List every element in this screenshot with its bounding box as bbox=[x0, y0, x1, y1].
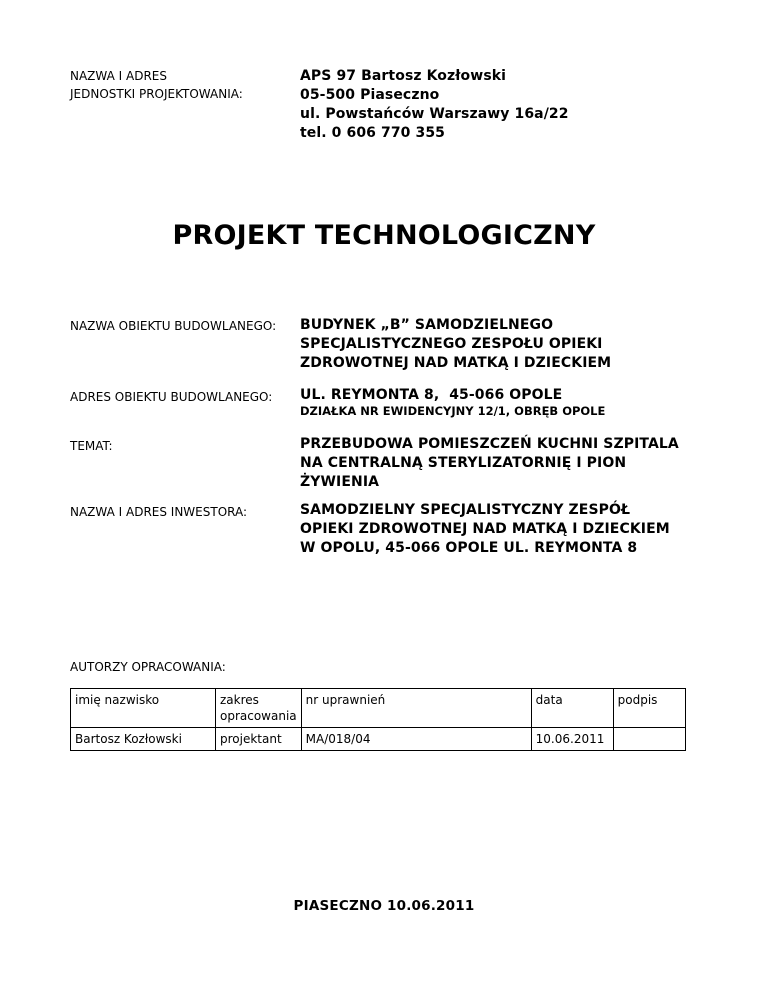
cell-date: 10.06.2011 bbox=[531, 728, 613, 751]
subject bbox=[300, 435, 679, 492]
document-title: PROJEKT TECHNOLOGICZNY bbox=[172, 220, 596, 251]
subject-line: NA CENTRALNĄ STERYLIZATORNIĘ I PION bbox=[300, 455, 627, 471]
parcel-info: DZIAŁKA NR EWIDENCYJNY 12/1, OBRĘB OPOLE bbox=[300, 404, 606, 418]
subject-line: PRZEBUDOWA POMIESZCZEŃ KUCHNI SZPITALA bbox=[300, 436, 679, 452]
building-address-label: ADRES OBIEKTU BUDOWLANEGO: bbox=[70, 390, 273, 404]
building-address: UL. REYMONTA 8, 45-066 OPOLE bbox=[300, 387, 563, 403]
header-scope-line1: zakres bbox=[220, 693, 259, 707]
header-name: imię nazwisko bbox=[71, 689, 216, 728]
cell-name: Bartosz Kozłowski bbox=[71, 728, 216, 751]
subject-line: ŻYWIENIA bbox=[300, 474, 380, 490]
design-unit-line: tel. 0 606 770 355 bbox=[300, 125, 446, 141]
building-name-line: SPECJALISTYCZNEGO ZESPOŁU OPIEKI bbox=[300, 336, 603, 352]
design-unit-label-line2: JEDNOSTKI PROJEKTOWANIA: bbox=[70, 87, 243, 101]
design-unit-details bbox=[300, 67, 569, 143]
place-and-date: PIASECZNO 10.06.2011 bbox=[293, 898, 475, 914]
subject-label: TEMAT: bbox=[70, 439, 113, 453]
building-name-line: BUDYNEK „B” SAMODZIELNEGO bbox=[300, 317, 554, 333]
building-name-line: ZDROWOTNEJ NAD MATKĄ I DZIECKIEM bbox=[300, 355, 612, 371]
investor-line: SAMODZIELNY SPECJALISTYCZNY ZESPÓŁ bbox=[300, 502, 631, 518]
design-unit-label bbox=[70, 67, 243, 103]
investor-line: OPIEKI ZDROWOTNEJ NAD MATKĄ I DZIECKIEM bbox=[300, 521, 670, 537]
table-row bbox=[71, 728, 686, 751]
cell-scope: projektant bbox=[216, 728, 302, 751]
cell-license: MA/018/04 bbox=[301, 728, 531, 751]
investor bbox=[300, 501, 670, 558]
cell-signature bbox=[613, 728, 685, 751]
investor-label: NAZWA I ADRES INWESTORA: bbox=[70, 505, 248, 519]
header-scope bbox=[216, 689, 302, 728]
design-unit-line: APS 97 Bartosz Kozłowski bbox=[300, 68, 507, 84]
authors-table bbox=[70, 688, 686, 751]
header-scope-line2: opracowania bbox=[220, 709, 297, 723]
header-signature: podpis bbox=[613, 689, 685, 728]
table-header-row bbox=[71, 689, 686, 728]
investor-line: W OPOLU, 45-066 OPOLE UL. REYMONTA 8 bbox=[300, 540, 638, 556]
building-name bbox=[300, 316, 611, 373]
authors-heading: AUTORZY OPRACOWANIA: bbox=[70, 660, 226, 674]
header-date: data bbox=[531, 689, 613, 728]
header-license: nr uprawnień bbox=[301, 689, 531, 728]
building-name-label: NAZWA OBIEKTU BUDOWLANEGO: bbox=[70, 319, 277, 333]
design-unit-line: 05-500 Piaseczno bbox=[300, 87, 440, 103]
design-unit-label-line1: NAZWA I ADRES bbox=[70, 69, 167, 83]
design-unit-line: ul. Powstańców Warszawy 16a/22 bbox=[300, 106, 569, 122]
